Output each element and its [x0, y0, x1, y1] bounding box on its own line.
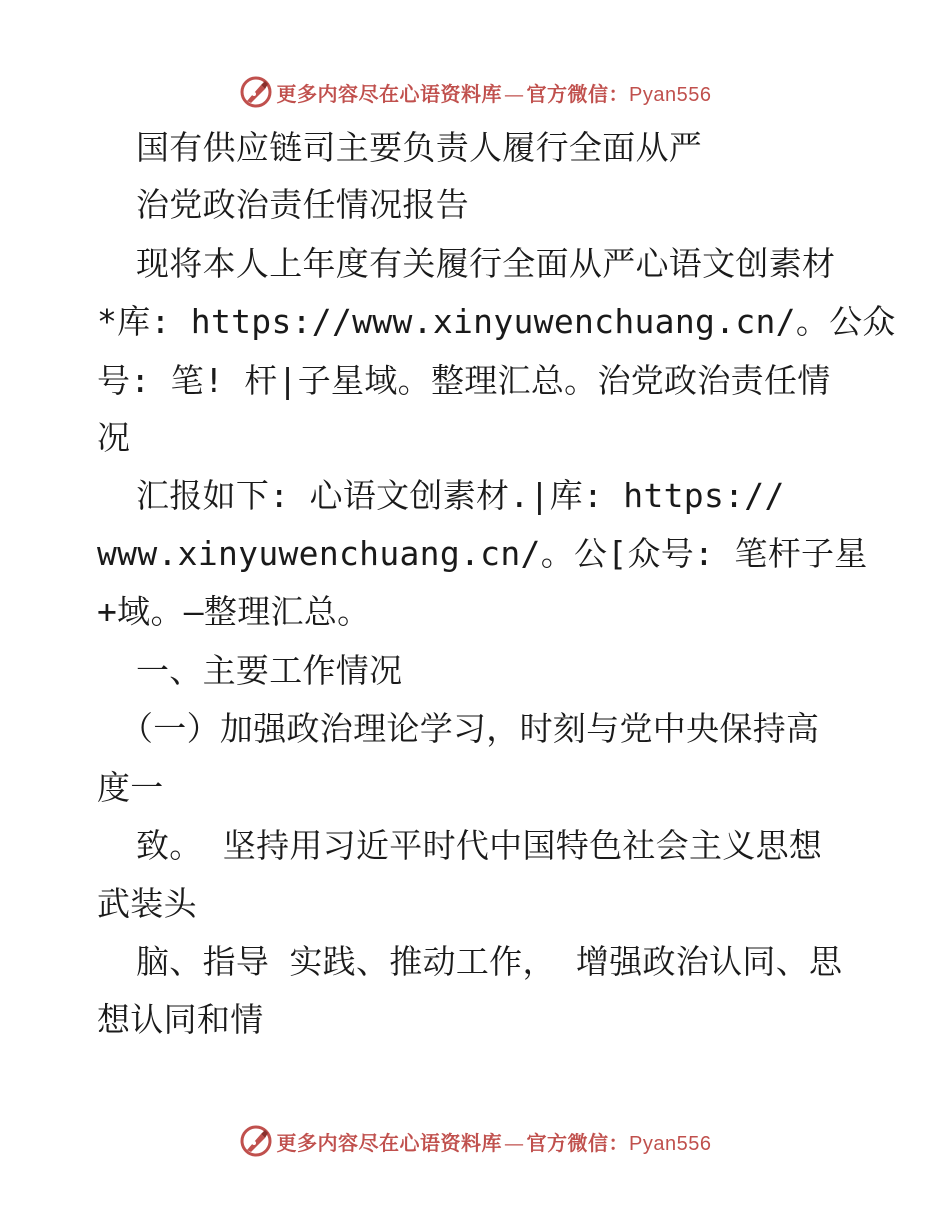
body-line: 致。 坚持用习近平时代中国特色社会主义思想 [136, 826, 823, 865]
title-line-1: 国有供应链司主要负责人履行全面从严 [136, 128, 703, 167]
pen-logo-icon [239, 75, 273, 109]
footer-banner [0, 1121, 950, 1161]
banner-separator: — [504, 81, 525, 106]
banner-text [277, 1127, 712, 1156]
body-line: 况 [97, 418, 131, 457]
body-line: 度一 [97, 768, 164, 807]
banner-wechat-label: 官方微信： [526, 1130, 630, 1155]
body-line: 武装头 [97, 884, 197, 923]
pen-logo-icon [239, 1124, 273, 1158]
subsection-heading: （一）加强政治理论学习，时刻与党中央保持高 [120, 709, 820, 748]
banner-wechat-label: 官方微信： [526, 81, 630, 106]
banner-text [277, 78, 712, 107]
banner-main-text: 更多内容尽在心语资料库 [276, 81, 503, 106]
section-heading: 一、主要工作情况 [136, 651, 403, 690]
body-line: 汇报如下: 心语文创素材.|库: https:// [136, 476, 785, 515]
body-line: 号: 笔! 杆|子星域。整理汇总。治党政治责任情 [97, 361, 831, 400]
header-banner [0, 72, 950, 112]
banner-wechat-id: Pyan556 [629, 1132, 712, 1155]
body-line: www.xinyuwenchuang.cn/。公[众号: 笔杆子星 [97, 534, 868, 573]
body-line: *库: https://www.xinyuwenchuang.cn/。公众 [97, 302, 896, 341]
body-line: +域。—整理汇总。 [97, 592, 371, 631]
body-line: 现将本人上年度有关履行全面从严心语文创素材 [136, 244, 836, 283]
banner-main-text: 更多内容尽在心语资料库 [276, 1130, 503, 1155]
body-line: 想认同和情 [97, 1000, 264, 1039]
title-line-2: 治党政治责任情况报告 [136, 185, 469, 224]
body-line: 脑、指导 实践、推动工作， 增强政治认同、思 [136, 942, 843, 981]
banner-wechat-id: Pyan556 [629, 83, 712, 106]
banner-separator: — [504, 1130, 525, 1155]
